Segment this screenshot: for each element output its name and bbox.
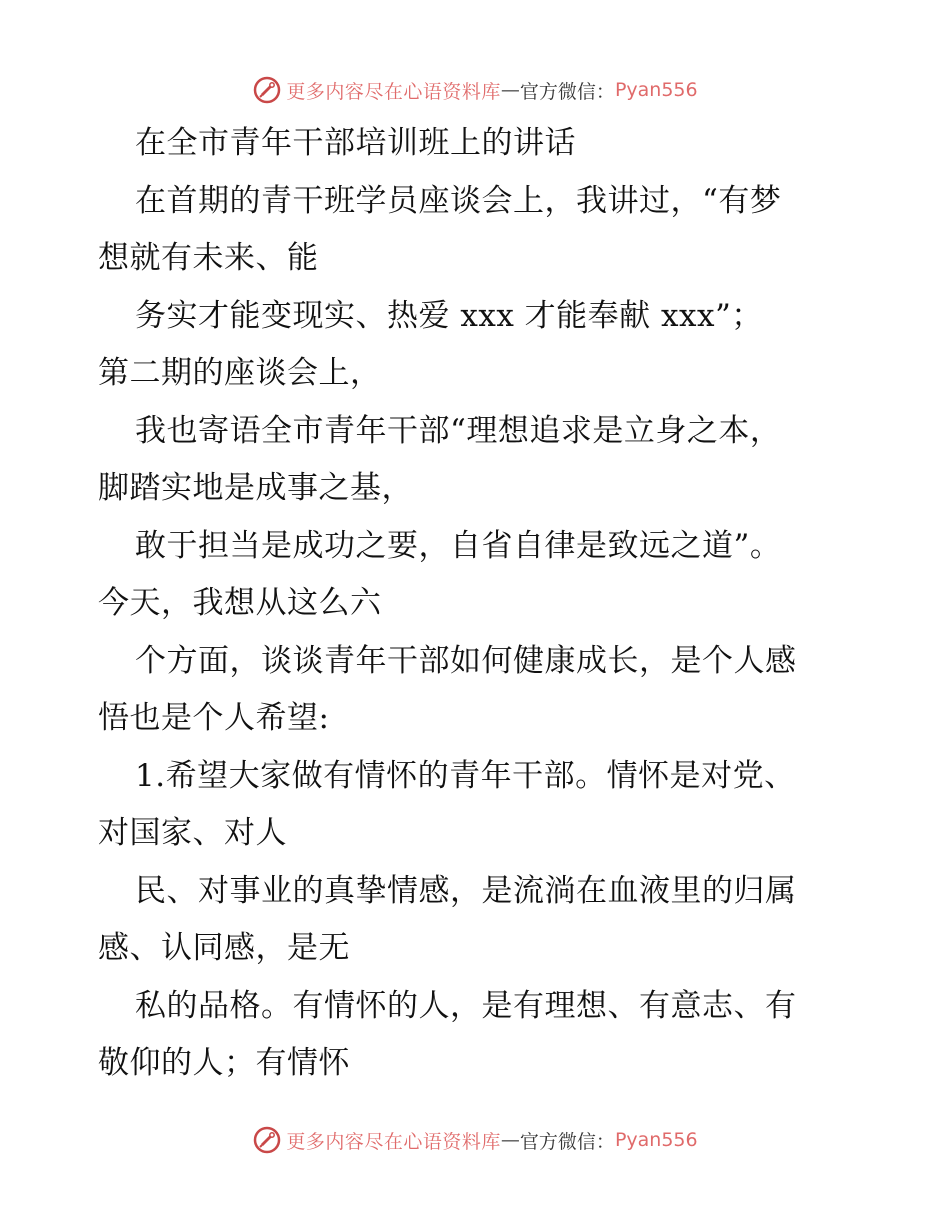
paragraph-line: 私的品格。有情怀的人，是有理想、有意志、有 (135, 987, 797, 1024)
paragraph-line: 个方面，谈谈青年干部如何健康成长，是个人感 (135, 642, 797, 679)
paragraph-line: 想就有未来、能 (98, 240, 319, 276)
brand-logo-icon (252, 1125, 282, 1155)
paragraph-line: 民、对事业的真挚情感，是流淌在血液里的归属 (135, 872, 797, 909)
paragraph-line: 今天，我想从这么六 (98, 585, 382, 621)
paragraph-line: 对国家、对人 (98, 815, 287, 851)
banner-separator: — (500, 1129, 520, 1151)
banner-text: 更多内容尽在心语资料库 (286, 80, 501, 103)
footer-banner (0, 1120, 950, 1160)
document-body (98, 115, 858, 1093)
paragraph-line: 敬仰的人；有情怀 (98, 1045, 350, 1081)
paragraph-line: 悟也是个人希望: (98, 700, 330, 736)
banner-separator: — (500, 79, 520, 101)
banner-text: 更多内容尽在心语资料库 (286, 1130, 501, 1153)
paragraph-line: 感、认同感，是无 (98, 930, 350, 966)
paragraph-line: 敢于担当是成功之要，自省自律是致远之道”。 (135, 527, 782, 564)
banner-wechat-id: Pyan556 (614, 79, 698, 101)
paragraph-line: 务实才能变现实、热爱 xxx 才能奉献 xxx”； (135, 297, 763, 334)
paragraph-line: 在全市青年干部培训班上的讲话 (135, 125, 576, 161)
paragraph-line: 脚踏实地是成事之基， (98, 470, 413, 506)
paragraph-line: 1.希望大家做有情怀的青年干部。情怀是对党、 (135, 757, 796, 794)
banner-wechat-label: 官方微信： (519, 80, 615, 103)
paragraph-line: 第二期的座谈会上， (98, 355, 382, 391)
paragraph-line: 在首期的青干班学员座谈会上，我讲过，“有梦 (135, 182, 782, 219)
brand-logo-icon (252, 75, 282, 105)
banner-wechat-id: Pyan556 (614, 1129, 698, 1151)
banner-wechat-label: 官方微信： (519, 1130, 615, 1153)
header-banner (0, 70, 950, 110)
paragraph-line: 我也寄语全市青年干部“理想追求是立身之本， (135, 412, 782, 449)
